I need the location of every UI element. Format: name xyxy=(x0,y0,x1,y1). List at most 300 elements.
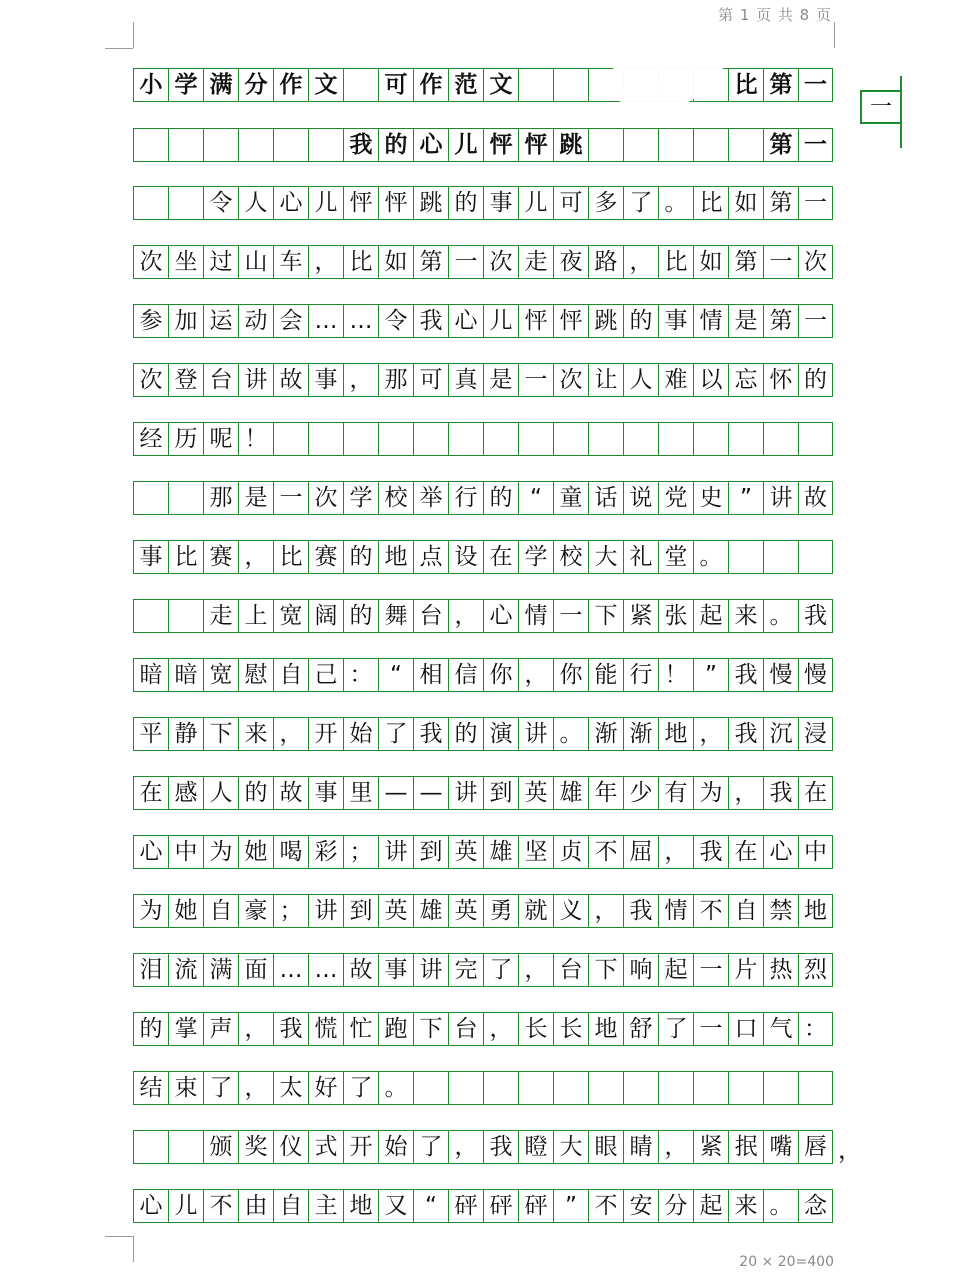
grid-cell: 来 xyxy=(728,600,763,632)
grid-cell: 怀 xyxy=(763,364,798,396)
grid-cell: 相 xyxy=(413,659,448,691)
grid-cell: 气 xyxy=(763,1013,798,1045)
grid-row xyxy=(133,1012,833,1046)
grid-cell: 加 xyxy=(168,305,203,337)
grid-cell: 主 xyxy=(308,1190,343,1222)
grid-cell: 英 xyxy=(518,777,553,809)
grid-cell: 一 xyxy=(693,954,728,986)
grid-cell xyxy=(553,423,588,455)
grid-cell: “ xyxy=(413,1190,448,1222)
grid-cell: 起 xyxy=(658,954,693,986)
side-fragment-char: 一 xyxy=(870,95,893,120)
grid-cell: 了 xyxy=(483,954,518,986)
grid-cell: … xyxy=(343,305,378,337)
grid-cell: 车 xyxy=(273,246,308,278)
grid-cell: 举 xyxy=(413,482,448,514)
grid-cell: 情 xyxy=(693,305,728,337)
grid-cell: 人 xyxy=(623,364,658,396)
grid-row xyxy=(133,953,833,987)
grid-cell: 比 xyxy=(273,541,308,573)
grid-cell: 一 xyxy=(553,600,588,632)
grid-cell: 坚 xyxy=(518,836,553,868)
grid-cell xyxy=(728,129,763,161)
grid-cell: 颁 xyxy=(203,1131,238,1163)
grid-cell: 始 xyxy=(378,1131,413,1163)
grid-cell: ， xyxy=(238,1072,273,1104)
grid-cell: 设 xyxy=(448,541,483,573)
grid-cell: 演 xyxy=(483,718,518,750)
grid-cell: ” xyxy=(693,659,728,691)
grid-cell: 的 xyxy=(448,187,483,219)
grid-cell: 怦 xyxy=(518,129,553,161)
grid-cell: 比 xyxy=(343,246,378,278)
grid-cell: 就 xyxy=(518,895,553,927)
grid-cell: ， xyxy=(448,1131,483,1163)
grid-cell: 比 xyxy=(168,541,203,573)
grid-cell: 地 xyxy=(588,1013,623,1045)
grid-cell: 地 xyxy=(378,541,413,573)
grid-cell xyxy=(763,1072,798,1104)
grid-cell: 怦 xyxy=(553,305,588,337)
grid-row xyxy=(133,658,833,692)
grid-cell: 可 xyxy=(553,187,588,219)
grid-cell: 慰 xyxy=(238,659,273,691)
grid-cell: 可 xyxy=(413,364,448,396)
grid-cell: 一 xyxy=(798,305,833,337)
grid-cell: 来 xyxy=(728,1190,763,1222)
grid-cell: 好 xyxy=(308,1072,343,1104)
grid-cell: 到 xyxy=(483,777,518,809)
grid-cell: 童 xyxy=(553,482,588,514)
grid-cell xyxy=(798,423,833,455)
grid-cell: 台 xyxy=(553,954,588,986)
grid-cell: 比 xyxy=(693,187,728,219)
grid-cell: 忙 xyxy=(343,1013,378,1045)
grid-cell: 你 xyxy=(483,659,518,691)
grid-cell: 故 xyxy=(273,777,308,809)
grid-cell: 豪 xyxy=(238,895,273,927)
grid-cell: 抿 xyxy=(728,1131,763,1163)
grid-cell: 勇 xyxy=(483,895,518,927)
grid-cell: 浸 xyxy=(798,718,833,750)
grid-cell: 一 xyxy=(518,364,553,396)
grid-cell: “ xyxy=(378,659,413,691)
grid-cell: 心 xyxy=(448,305,483,337)
grid-cell: 文 xyxy=(308,69,343,101)
grid-cell: 跳 xyxy=(413,187,448,219)
grid-cell: 片 xyxy=(728,954,763,986)
grid-cell: 她 xyxy=(238,836,273,868)
grid-row xyxy=(133,422,833,456)
grid-cell: 校 xyxy=(378,482,413,514)
grid-cell: 英 xyxy=(448,895,483,927)
grid-cell xyxy=(448,423,483,455)
grid-cell: 第 xyxy=(763,69,798,101)
grid-cell: 下 xyxy=(588,954,623,986)
grid-cell xyxy=(308,129,343,161)
grid-cell: 。 xyxy=(378,1072,413,1104)
grid-cell: 比 xyxy=(728,69,763,101)
grid-cell: ； xyxy=(273,895,308,927)
grid-cell: 文 xyxy=(483,69,518,101)
grid-row xyxy=(133,363,833,397)
grid-cell: 义 xyxy=(553,895,588,927)
grid-cell: 雄 xyxy=(413,895,448,927)
grid-cell: 我 xyxy=(273,1013,308,1045)
grid-cell: 眼 xyxy=(588,1131,623,1163)
grid-row xyxy=(133,717,833,751)
grid-cell: 第 xyxy=(763,187,798,219)
grid-cell: 儿 xyxy=(308,187,343,219)
grid-cell: 是 xyxy=(238,482,273,514)
grid-cell xyxy=(623,1072,658,1104)
grid-cell: 她 xyxy=(168,895,203,927)
grid-cell: 到 xyxy=(413,836,448,868)
grid-cell: — xyxy=(413,777,448,809)
grid-cell: 范 xyxy=(448,69,483,101)
grid-cell: 雄 xyxy=(553,777,588,809)
grid-cell: 了 xyxy=(413,1131,448,1163)
grid-cell: 慌 xyxy=(308,1013,343,1045)
grid-cell: 渐 xyxy=(623,718,658,750)
grid-cell: 如 xyxy=(378,246,413,278)
grid-cell: 面 xyxy=(238,954,273,986)
grid-cell: 睛 xyxy=(623,1131,658,1163)
grid-cell: 彩 xyxy=(308,836,343,868)
grid-cell: 如 xyxy=(693,246,728,278)
grid-cell: 大 xyxy=(588,541,623,573)
grid-cell: 儿 xyxy=(483,305,518,337)
grid-cell: 完 xyxy=(448,954,483,986)
grid-cell: ， xyxy=(238,1013,273,1045)
writing-grid-sheet xyxy=(133,64,833,1240)
grid-cell: 又 xyxy=(378,1190,413,1222)
grid-cell xyxy=(798,1072,833,1104)
grid-cell: 砰 xyxy=(518,1190,553,1222)
grid-cell: 事 xyxy=(483,187,518,219)
grid-cell: 热 xyxy=(763,954,798,986)
grid-cell xyxy=(133,600,168,632)
grid-cell: ， xyxy=(693,718,728,750)
grid-cell: 开 xyxy=(308,718,343,750)
grid-cell: 慢 xyxy=(763,659,798,691)
grid-cell: 是 xyxy=(728,305,763,337)
grid-cell: 由 xyxy=(238,1190,273,1222)
grid-cell: 怦 xyxy=(483,129,518,161)
grid-cell xyxy=(133,1131,168,1163)
grid-cell: 作 xyxy=(273,69,308,101)
grid-cell: 慢 xyxy=(798,659,833,691)
grid-cell: 第 xyxy=(728,246,763,278)
grid-cell xyxy=(273,129,308,161)
grid-cell xyxy=(658,129,693,161)
grid-cell: 学 xyxy=(168,69,203,101)
grid-cell: 了 xyxy=(343,1072,378,1104)
grid-cell: ， xyxy=(658,836,693,868)
grid-cell: 。 xyxy=(763,600,798,632)
grid-cell xyxy=(133,482,168,514)
grid-cell: 坐 xyxy=(168,246,203,278)
grid-cell: 我 xyxy=(343,129,378,161)
grid-cell: ， xyxy=(483,1013,518,1045)
eraser-smudge xyxy=(585,40,735,130)
grid-cell: 。 xyxy=(693,541,728,573)
grid-cell: 走 xyxy=(518,246,553,278)
grid-cell: 讲 xyxy=(763,482,798,514)
grid-cell xyxy=(518,423,553,455)
grid-cell: ！ xyxy=(658,659,693,691)
grid-cell: ， xyxy=(448,600,483,632)
grid-cell: 我 xyxy=(728,718,763,750)
grid-cell: 故 xyxy=(273,364,308,396)
grid-cell: 雄 xyxy=(483,836,518,868)
grid-cell: 是 xyxy=(483,364,518,396)
grid-cell: 山 xyxy=(238,246,273,278)
grid-cell xyxy=(168,482,203,514)
grid-cell: 点 xyxy=(413,541,448,573)
grid-cell xyxy=(588,423,623,455)
grid-cell: 的 xyxy=(798,364,833,396)
grid-cell xyxy=(168,187,203,219)
grid-cell: 行 xyxy=(448,482,483,514)
grid-cell: 难 xyxy=(658,364,693,396)
grid-cell: ， xyxy=(308,246,343,278)
grid-cell: 小 xyxy=(133,69,168,101)
grid-cell: 式 xyxy=(308,1131,343,1163)
grid-cell xyxy=(413,423,448,455)
grid-cell: 事 xyxy=(133,541,168,573)
grid-cell: 第 xyxy=(763,305,798,337)
grid-cell: 分 xyxy=(658,1190,693,1222)
grid-row xyxy=(133,245,833,279)
grid-cell: 大 xyxy=(553,1131,588,1163)
grid-cell: 次 xyxy=(308,482,343,514)
grid-cell: 学 xyxy=(343,482,378,514)
grid-cell: 我 xyxy=(413,305,448,337)
grid-cell: 的 xyxy=(483,482,518,514)
grid-cell: 一 xyxy=(273,482,308,514)
grid-cell xyxy=(483,1072,518,1104)
grid-cell: 我 xyxy=(483,1131,518,1163)
grid-cell: 。 xyxy=(763,1190,798,1222)
grid-cell: 我 xyxy=(693,836,728,868)
grid-cell xyxy=(763,423,798,455)
grid-cell: 如 xyxy=(728,187,763,219)
grid-cell: 堂 xyxy=(658,541,693,573)
grid-cell: 结 xyxy=(133,1072,168,1104)
grid-cell: 经 xyxy=(133,423,168,455)
grid-cell: 上 xyxy=(238,600,273,632)
grid-cell xyxy=(623,129,658,161)
grid-cell: 地 xyxy=(658,718,693,750)
grid-cell: 以 xyxy=(693,364,728,396)
grid-cell: 。 xyxy=(658,187,693,219)
grid-cell: 宽 xyxy=(273,600,308,632)
grid-cell: 地 xyxy=(343,1190,378,1222)
grid-cell: 怦 xyxy=(518,305,553,337)
grid-cell: 一 xyxy=(763,246,798,278)
grid-cell xyxy=(763,541,798,573)
grid-cell: 跳 xyxy=(588,305,623,337)
grid-cell: 学 xyxy=(518,541,553,573)
grid-cell: 的 xyxy=(623,305,658,337)
grid-cell: 会 xyxy=(273,305,308,337)
grid-cell: ， xyxy=(623,246,658,278)
grid-cell: 自 xyxy=(273,1190,308,1222)
page-number: 第 1 页 共 8 页 xyxy=(718,6,832,24)
grid-cell: 情 xyxy=(518,600,553,632)
grid-cell: 能 xyxy=(588,659,623,691)
grid-cell xyxy=(588,129,623,161)
grid-cell: “ xyxy=(518,482,553,514)
grid-cell: 暗 xyxy=(133,659,168,691)
grid-cell: 心 xyxy=(133,1190,168,1222)
grid-cell: 在 xyxy=(133,777,168,809)
grid-cell xyxy=(168,600,203,632)
grid-row xyxy=(133,894,833,928)
grid-cell: 怦 xyxy=(378,187,413,219)
grid-cell: 长 xyxy=(518,1013,553,1045)
grid-cell: 响 xyxy=(623,954,658,986)
grid-cell: 次 xyxy=(553,364,588,396)
grid-size-info: 20 × 20=400 xyxy=(739,1254,834,1270)
grid-cell: 走 xyxy=(203,600,238,632)
grid-cell: — xyxy=(378,777,413,809)
grid-cell xyxy=(448,1072,483,1104)
grid-cell: 来 xyxy=(238,718,273,750)
grid-cell: 了 xyxy=(623,187,658,219)
grid-cell: 下 xyxy=(413,1013,448,1045)
grid-cell: 砰 xyxy=(483,1190,518,1222)
grid-cell: 运 xyxy=(203,305,238,337)
grid-cell: ， xyxy=(518,659,553,691)
grid-row xyxy=(133,1071,833,1105)
grid-cell: 分 xyxy=(238,69,273,101)
grid-cell: ， xyxy=(518,954,553,986)
grid-cell: 次 xyxy=(133,364,168,396)
grid-cell: 心 xyxy=(273,187,308,219)
grid-cell: 过 xyxy=(203,246,238,278)
grid-cell: 中 xyxy=(798,836,833,868)
grid-cell: 儿 xyxy=(448,129,483,161)
grid-cell: 满 xyxy=(203,954,238,986)
grid-cell: 宽 xyxy=(203,659,238,691)
grid-cell: 令 xyxy=(203,187,238,219)
overflow-comma: ， xyxy=(838,1136,862,1164)
grid-cell xyxy=(553,69,588,101)
grid-cell xyxy=(238,129,273,161)
grid-cell: 事 xyxy=(378,954,413,986)
grid-cell: 一 xyxy=(798,129,833,161)
grid-cell: 可 xyxy=(378,69,413,101)
grid-cell xyxy=(343,423,378,455)
grid-cell: 次 xyxy=(483,246,518,278)
grid-cell: 。 xyxy=(553,718,588,750)
grid-cell: 满 xyxy=(203,69,238,101)
grid-cell: 事 xyxy=(658,305,693,337)
grid-cell: 了 xyxy=(658,1013,693,1045)
grid-cell: 禁 xyxy=(763,895,798,927)
grid-cell: 的 xyxy=(238,777,273,809)
grid-cell: 人 xyxy=(238,187,273,219)
grid-cell xyxy=(693,1072,728,1104)
grid-cell: 忘 xyxy=(728,364,763,396)
grid-cell: 令 xyxy=(378,305,413,337)
grid-cell: 事 xyxy=(308,777,343,809)
grid-cell: 开 xyxy=(343,1131,378,1163)
grid-cell: ， xyxy=(728,777,763,809)
grid-cell xyxy=(308,423,343,455)
grid-cell: 那 xyxy=(378,364,413,396)
grid-cell: 多 xyxy=(588,187,623,219)
grid-cell: 里 xyxy=(343,777,378,809)
grid-cell: 跳 xyxy=(553,129,588,161)
grid-cell xyxy=(133,129,168,161)
grid-cell: 静 xyxy=(168,718,203,750)
grid-cell: 嘴 xyxy=(763,1131,798,1163)
grid-cell: 不 xyxy=(588,836,623,868)
grid-cell: 次 xyxy=(133,246,168,278)
title-row xyxy=(133,128,833,162)
grid-cell: 紧 xyxy=(623,600,658,632)
grid-cell: 瞪 xyxy=(518,1131,553,1163)
grid-cell: 我 xyxy=(413,718,448,750)
grid-cell xyxy=(728,423,763,455)
grid-cell: … xyxy=(308,954,343,986)
grid-cell xyxy=(413,1072,448,1104)
grid-cell: 中 xyxy=(168,836,203,868)
grid-cell: 夜 xyxy=(553,246,588,278)
grid-cell: 奖 xyxy=(238,1131,273,1163)
grid-cell: 你 xyxy=(553,659,588,691)
grid-cell: 自 xyxy=(203,895,238,927)
grid-cell xyxy=(518,1072,553,1104)
grid-cell: 始 xyxy=(343,718,378,750)
grid-cell: 了 xyxy=(378,718,413,750)
grid-cell: 束 xyxy=(168,1072,203,1104)
grid-cell: 动 xyxy=(238,305,273,337)
grid-cell: 参 xyxy=(133,305,168,337)
grid-cell xyxy=(693,129,728,161)
grid-cell: 唇 xyxy=(798,1131,833,1163)
grid-cell: ， xyxy=(658,1131,693,1163)
grid-cell: 儿 xyxy=(518,187,553,219)
grid-cell: 一 xyxy=(693,1013,728,1045)
grid-cell: 渐 xyxy=(588,718,623,750)
grid-cell xyxy=(133,187,168,219)
grid-cell: 讲 xyxy=(378,836,413,868)
grid-cell xyxy=(168,129,203,161)
grid-cell xyxy=(518,69,553,101)
grid-cell: ： xyxy=(798,1013,833,1045)
grid-cell: 喝 xyxy=(273,836,308,868)
grid-cell: 事 xyxy=(308,364,343,396)
grid-cell: 在 xyxy=(798,777,833,809)
grid-cell: 讲 xyxy=(448,777,483,809)
grid-cell: 讲 xyxy=(413,954,448,986)
grid-cell: 起 xyxy=(693,600,728,632)
grid-cell: 的 xyxy=(343,600,378,632)
grid-row xyxy=(133,481,833,515)
grid-cell: 校 xyxy=(553,541,588,573)
grid-cell: 赛 xyxy=(308,541,343,573)
grid-cell: 心 xyxy=(413,129,448,161)
grid-row xyxy=(133,186,833,220)
grid-cell: ” xyxy=(728,482,763,514)
grid-cell: 到 xyxy=(343,895,378,927)
grid-cell: 太 xyxy=(273,1072,308,1104)
grid-cell: 赛 xyxy=(203,541,238,573)
